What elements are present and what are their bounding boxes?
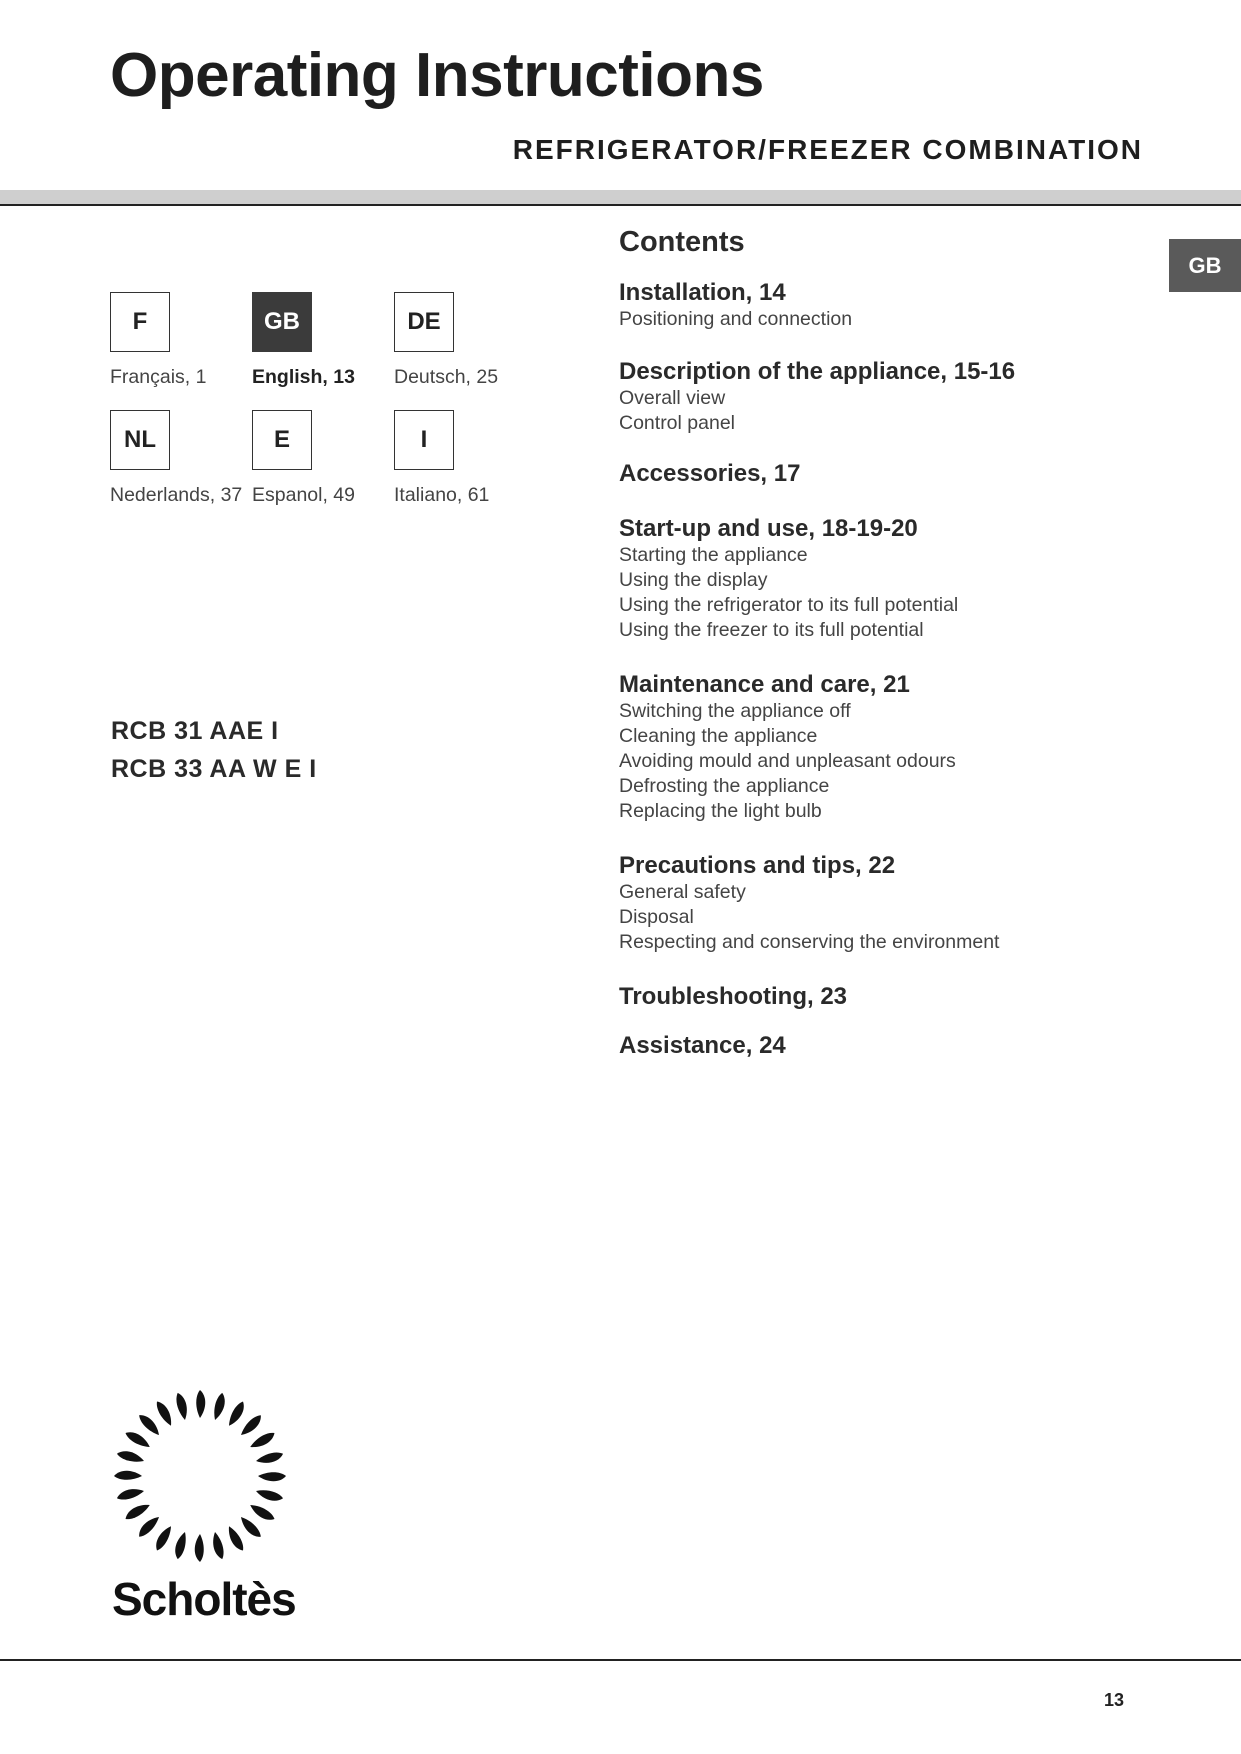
toc-section: [619, 983, 1179, 1011]
toc-section: [619, 671, 1179, 824]
sun-petal: [154, 1399, 176, 1428]
toc-section: [619, 279, 1179, 332]
sun-petal: [124, 1428, 153, 1450]
sun-petal: [173, 1531, 189, 1560]
header-band: [0, 190, 1241, 204]
language-italian: [394, 410, 544, 507]
toc-item: Disposal: [619, 906, 694, 928]
sun-petal: [258, 1472, 286, 1481]
page-number: 13: [1104, 1690, 1125, 1710]
toc-section: [619, 515, 1179, 643]
sun-petal: [123, 1500, 152, 1522]
language-dutch: [110, 410, 260, 507]
language-label: Italiano, 61: [394, 484, 490, 506]
sun-petal: [211, 1392, 227, 1421]
language-label: Nederlands, 37: [110, 484, 243, 506]
language-code-box: DE: [394, 292, 454, 352]
language-side-tab: GB: [1169, 239, 1241, 292]
sun-petal: [226, 1400, 248, 1429]
sun-petal: [116, 1449, 145, 1465]
toc-section-title: Start-up and use, 18-19-20: [619, 515, 918, 542]
page-title: Operating Instructions: [110, 41, 764, 110]
model-list: [111, 712, 317, 788]
footer-divider: [0, 1659, 1241, 1661]
sun-petal: [135, 1513, 161, 1539]
toc-item: Respecting and conserving the environment: [619, 931, 1000, 953]
sun-petal: [195, 1534, 204, 1562]
sun-logo-icon: [112, 1388, 288, 1564]
sun-petal: [237, 1514, 263, 1540]
toc-section-title: Installation, 14: [619, 279, 786, 306]
sun-petal: [116, 1486, 145, 1502]
sun-petal: [238, 1413, 264, 1439]
toc-item: Control panel: [619, 412, 735, 434]
toc-item: Using the refrigerator to its full potential: [619, 594, 959, 616]
toc-section: [619, 460, 1179, 488]
toc-item: Positioning and connection: [619, 308, 853, 330]
toc-item: Overall view: [619, 387, 726, 409]
toc-section-title: Maintenance and care, 21: [619, 671, 910, 698]
toc-section: [619, 852, 1179, 955]
sun-petal: [210, 1531, 226, 1560]
page-subtitle: REFRIGERATOR/FREEZER COMBINATION: [512, 134, 1143, 165]
header-divider: [0, 204, 1241, 206]
toc-item: Defrosting the appliance: [619, 775, 830, 797]
sun-petal: [152, 1524, 174, 1553]
sun-petal: [137, 1411, 163, 1437]
toc-item: Cleaning the appliance: [619, 725, 818, 747]
table-of-contents: [619, 226, 1179, 1060]
language-code-box-active: GB: [252, 292, 312, 352]
sun-petal: [224, 1524, 246, 1553]
language-spanish: [252, 410, 402, 507]
toc-section: [619, 358, 1179, 436]
toc-item: Replacing the light bulb: [619, 800, 822, 822]
language-german: [394, 292, 544, 389]
sun-petal: [255, 1487, 284, 1503]
toc-section-title: Precautions and tips, 22: [619, 852, 896, 879]
language-code-box: I: [394, 410, 454, 470]
toc-item: Using the display: [619, 569, 768, 591]
sun-petal: [248, 1430, 277, 1452]
toc-item: Using the freezer to its full potential: [619, 619, 924, 641]
toc-item: Starting the appliance: [619, 544, 808, 566]
model-number: RCB 33 AA W E I: [111, 755, 317, 783]
language-label: Deutsch, 25: [394, 366, 499, 388]
toc-section-title: Accessories, 17: [619, 460, 801, 487]
brand-logo: Scholtès: [112, 1573, 296, 1625]
toc-section-title: Troubleshooting, 23: [619, 983, 848, 1010]
language-english: [252, 292, 402, 389]
model-number: RCB 31 AAE I: [111, 717, 279, 745]
sun-petal: [174, 1392, 190, 1421]
language-french: [110, 292, 260, 389]
language-label: Français, 1: [110, 366, 207, 388]
toc-section-title: Description of the appliance, 15-16: [619, 358, 1016, 385]
sun-petal: [248, 1502, 277, 1524]
toc-item: General safety: [619, 881, 746, 903]
sun-petal: [196, 1390, 205, 1418]
language-code-box: NL: [110, 410, 170, 470]
contents-heading: Contents: [619, 226, 745, 258]
language-row: [110, 410, 560, 528]
toc-section-title: Assistance, 24: [619, 1032, 786, 1059]
sun-petal: [114, 1471, 142, 1480]
language-row: [110, 292, 560, 410]
sun-petal: [255, 1450, 284, 1466]
language-label-active: English, 13: [252, 366, 355, 388]
language-label: Espanol, 49: [252, 484, 355, 506]
toc-item: Switching the appliance off: [619, 700, 851, 722]
toc-section: [619, 1032, 1179, 1060]
language-code-box: E: [252, 410, 312, 470]
language-index: [110, 292, 560, 528]
toc-item: Avoiding mould and unpleasant odours: [619, 750, 956, 772]
language-code-box: F: [110, 292, 170, 352]
